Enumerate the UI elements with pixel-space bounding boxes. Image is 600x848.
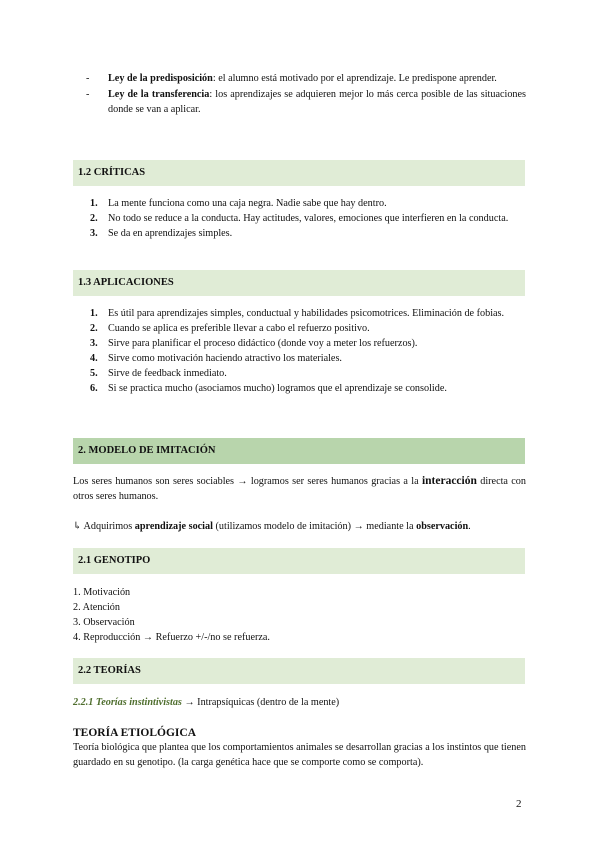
bold-term: aprendizaje social [134, 521, 213, 532]
item-number: 2. [90, 213, 98, 224]
section-heading-aplicaciones [73, 270, 525, 296]
list-item: 1. Motivación [73, 587, 131, 598]
bullet-dash: - [86, 89, 90, 100]
bullet-transferencia [86, 87, 526, 117]
section-heading-modelo [73, 438, 525, 464]
item-number: 1. [90, 308, 98, 319]
subsection-title: 2.2.1 Teorías instintivistas [73, 697, 182, 708]
bold-term: interacción [421, 475, 477, 487]
item-text: Se da en aprendizajes simples. [108, 228, 233, 239]
teoria-etiologica-title: TEORÍA ETIOLÓGICA [73, 727, 197, 739]
list-item [90, 321, 526, 336]
section-heading-text: 2.1 GENOTIPO [78, 555, 151, 566]
paragraph-text: Los seres humanos son seres sociables → logramos ser seres humanos gracias a la [73, 476, 422, 487]
item-text: La mente funciona como una caja negra. Nadie sabe que hay dentro. [108, 198, 387, 209]
item-number: 5. [90, 368, 98, 379]
section-heading-genotipo [73, 548, 525, 574]
item-text: No todo se reduce a la conducta. Hay actitudes, valores, emociones que interfieren en la conducta. [108, 213, 509, 224]
aplicaciones-list [90, 306, 526, 396]
item-number: 1. [90, 198, 98, 209]
item-number: 6. [90, 383, 98, 394]
paragraph-text: (utilizamos modelo de imitación) → mediante la [212, 521, 417, 532]
list-item [90, 366, 526, 381]
list-item [90, 226, 526, 241]
list-item [90, 306, 526, 321]
list-item: 2. Atención [73, 602, 120, 613]
item-text: Sirve para planificar el proceso didáctico (donde voy a meter los refuerzos). [108, 338, 418, 349]
section-heading-text: 2. MODELO DE IMITACIÓN [78, 445, 216, 456]
list-item [90, 381, 526, 396]
item-text: Es útil para aprendizajes simples, conductual y habilidades psicomotrices. Eliminación de fobias. [108, 308, 505, 319]
bullet-predisposicion [86, 71, 526, 86]
modelo-paragraph-2 [73, 519, 526, 534]
section-heading-criticas [73, 160, 525, 186]
item-number: 3. [90, 338, 98, 349]
item-number: 3. [90, 228, 98, 239]
list-item [90, 351, 526, 366]
section-heading-text: 1.2 CRÍTICAS [78, 167, 146, 178]
bullet-bold: Ley de la predisposición [108, 73, 213, 84]
modelo-paragraph-1 [73, 474, 526, 504]
teoria-etiologica-paragraph: Teoría biológica que plantea que los comportamientos animales se desarrollan gracias a los instintos que tienen guardado en su genotipo. (la carga genética hace que se comporte como se comporta). [73, 742, 526, 768]
item-number: 4. [90, 353, 98, 364]
subsection-note: → Intrapsíquicas (dentro de la mente) [181, 697, 340, 708]
bullet-text: : el alumno está motivado por el aprendizaje. Le predispone aprender. [212, 73, 497, 84]
bullet-text: : los aprendizajes se adquieren mejor lo más cerca posible de las situaciones donde se van a aplicar. [108, 89, 526, 115]
item-number: 2. [90, 323, 98, 334]
list-item [90, 196, 526, 211]
bullet-dash: - [86, 73, 90, 84]
item-text: Cuando se aplica es preferible llevar a cabo el refuerzo positivo. [108, 323, 370, 334]
paragraph-text: . [468, 521, 471, 532]
bold-term: observación [416, 521, 469, 532]
list-item [90, 336, 526, 351]
top-bullet-list [86, 71, 526, 118]
list-item: 4. Reproducción → Refuerzo +/-/no se refuerza. [73, 632, 270, 643]
item-text: Sirve de feedback inmediato. [108, 368, 227, 379]
item-text: Si se practica mucho (asociamos mucho) logramos que el aprendizaje se consolide. [108, 383, 447, 394]
section-heading-teorias [73, 658, 525, 684]
page-number: 2 [516, 798, 522, 810]
section-heading-text: 1.3 APLICACIONES [78, 277, 174, 288]
bullet-bold: Ley de la transferencia [108, 89, 210, 100]
section-heading-text: 2.2 TEORÍAS [78, 665, 141, 676]
item-text: Sirve como motivación haciendo atractivo los materiales. [108, 353, 342, 364]
list-item: 3. Observación [73, 617, 135, 628]
criticas-list [90, 196, 526, 241]
list-item [90, 211, 526, 226]
paragraph-text: ↳ Adquirimos [73, 521, 135, 532]
paragraph-text: directa con otros seres humanos. [73, 476, 526, 502]
teorias-subheading [73, 695, 526, 710]
genotipo-list [73, 585, 526, 645]
